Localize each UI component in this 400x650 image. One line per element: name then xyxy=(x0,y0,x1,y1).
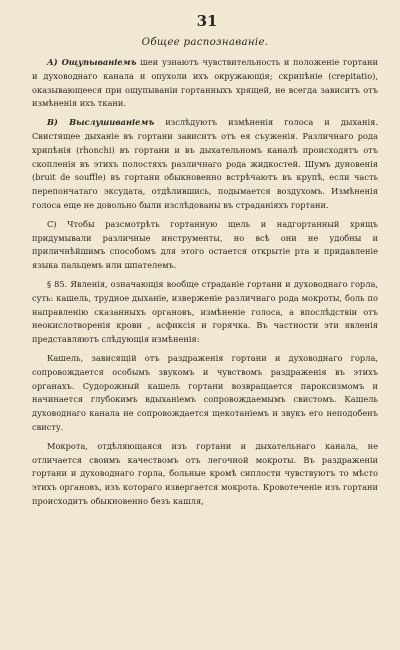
paragraph-text: шеи узнаютъ чувствительность и положеніе гортани и духоводнаго канала и опухоли ихъ окружающія; скрипѣніе (crepitatio), оказывающееся при ощупываніи гортанныхъ хрящей, не всегда зависитъ отъ измѣненія ихъ ткани. xyxy=(32,57,378,109)
paragraph-text: Кашель, зависящій отъ раздраженія гортани и духоводнаго горла, сопровождается особымъ звукомъ и чувствомъ раздраженія въ этихъ органахъ. Судорожный кашель гортани возвращается пароксизмомъ и начинается глубокимъ вдыханіемъ сопровождаемымъ свистомъ. Кашель духоводнаго канала не сопровождается щекотаніемъ и звукъ его неподобенъ свисту. xyxy=(32,352,378,432)
page-number: 31 xyxy=(196,12,218,30)
paragraph-text: С) Чтобы разсмотрѣть гортанную щель и надгортанный хрящъ придумывали различные инструменты, но всѣ они не удобны и приличнѣйшимъ способомъ для этого остается открытіе рта и придавленіе языка пальцемъ или шпателемъ. xyxy=(32,218,378,271)
paragraph-palpation xyxy=(32,56,378,111)
paragraph-inspection xyxy=(32,218,378,273)
section-title: Общее распознаваніе. xyxy=(141,37,269,48)
paragraph-section-85 xyxy=(32,278,378,347)
paragraph-text: § 85. Явленія, означающія вообще страданіе гортани и духоводнаго горла, суть: кашель, трудное дыханіе, изверженіе различнаго рода мокроты, боль по направленію сказанныхъ органовъ, измѣненіе голоса, а впослѣдствіи отъ неокислотворенія крови , асфиксія и горячка. Въ частности эти явленія представляютъ слѣдующія измѣненія: xyxy=(32,278,378,345)
paragraph-auscultation xyxy=(32,116,378,213)
paragraph-lead: В) Выслушиваніемъ xyxy=(47,117,155,128)
paragraph-text: изслѣдуютъ измѣненія голоса и дыханія. Свистящее дыханіе въ гортани зависитъ отъ ея съуженія. Различнаго рода хрипѣнія (rhonchi) въ гортани и въ дыхательномъ каналѣ происходятъ отъ скопленія въ этихъ полостяхъ различнаго рода жидкостей. Шумъ дуновенія (bruit de souffle) въ гортани обыкновенно встрѣчаютъ въ крупѣ, если часть перепончатаго эксудата, отдѣлившись, подымается воздухомъ. Измѣненія голоса еще не довольно были изслѣдованы въ страданіяхъ гортани. xyxy=(32,117,378,210)
paragraph-cough xyxy=(32,352,378,435)
paragraph-sputum xyxy=(32,440,378,509)
paragraph-lead: А) Ощупываніемъ xyxy=(47,57,137,67)
paragraph-text: Мокрота, отдѣляющаяся изъ гортани и дыхательнаго канала, не отличается своимъ качествомъ отъ легочной мокроты. Въ раздраженіи гортани и духоводнаго горла, больные кромѣ сиплости чувствуютъ то мѣсто этихъ органовъ, изъ котораго извергается мокрота. Кровотеченіе изъ гортани происходитъ обыкновенно безъ кашля, xyxy=(32,440,378,506)
